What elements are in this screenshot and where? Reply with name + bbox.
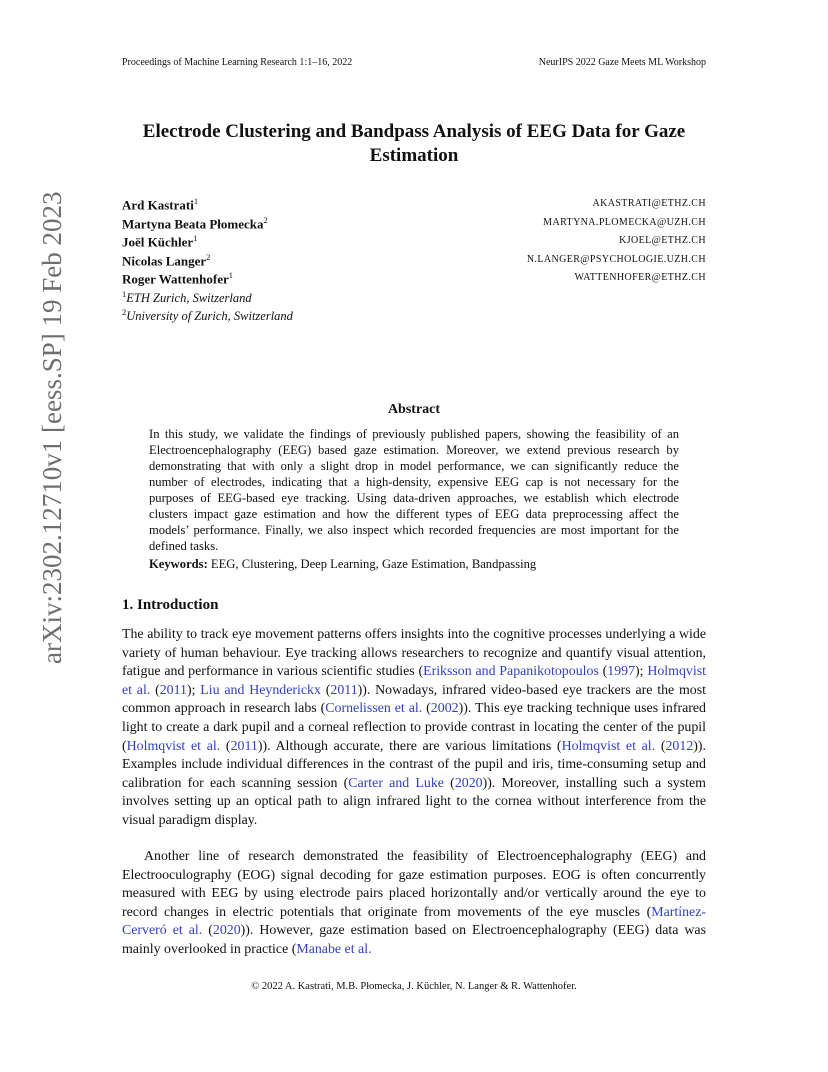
citation-link[interactable]: 2011 [230, 738, 258, 754]
body-text: ( [443, 775, 455, 791]
intro-paragraph-2 [122, 848, 706, 960]
body-text: ( [150, 682, 160, 698]
body-text: )). Moreover, installing such a system involves setting up an optical path to align infrared light to the cornea without interference from the visual paradigm display. [122, 775, 706, 828]
affiliation-marker: 1 [122, 288, 127, 299]
body-text: The ability to track eye movement patterns offers insights into the cognitive processes underlying a wide variety of human behaviour. Eye tracking allows researchers to recognize and quantify visual attention, fatigue and performance in various scientific studies ( [122, 627, 706, 680]
citation-link[interactable]: 2020 [212, 923, 241, 939]
affiliation-text: ETH Zurich, Switzerland [126, 290, 252, 305]
author-affiliation-marker: 1 [228, 270, 233, 280]
citation-link[interactable]: 2002 [430, 701, 459, 717]
author-name: Roger Wattenhofer$^1$ [122, 270, 233, 287]
running-header-left: Proceedings of Machine Learning Research 1:1–16, 2022 [122, 57, 353, 68]
abstract-text: In this study, we validate the findings of previously published papers, showing the feasibility of an Electroencephalography (EEG) based gaze estimation. Moreover, we extend previous research by demonstrating that with only a slight drop in model performance, we can significantly reduce the number of electrodes, indicating that a high-density, expensive EEG cap is not necessary for the purposes of EEG-based eye tracking. Using data-driven approaches, we establish which electrode clusters impact gaze estimation and how the different types of EEG data preprocessing affect the models’ performance. Finally, we also inspect which recorded frequencies are most important for the defined tasks. [149, 427, 679, 553]
citation-link[interactable]: Cornelissen et al. [325, 701, 423, 717]
citation-link[interactable]: Martínez-Cerveró et al. [122, 904, 706, 939]
arxiv-stamp [20, 191, 67, 664]
citation-link[interactable]: Manabe et al. [296, 941, 372, 957]
body-text: ( [655, 738, 666, 754]
author-email: N.LANGER@PSYCHOLOGIE.UZH.CH [526, 253, 706, 265]
affiliation-text: University of Zurich, Switzerland [126, 308, 293, 323]
citation-link[interactable]: 2012 [665, 738, 694, 754]
body-text: ); [187, 682, 201, 698]
affiliation [122, 289, 706, 307]
body-text: )). However, gaze estimation based on Electroencephalography (EEG) data was mainly overlooked in practice ( [122, 923, 706, 957]
intro-paragraph-1 [122, 626, 706, 831]
citation-link[interactable]: Holmqvist et al. [126, 738, 221, 754]
author-row [122, 215, 706, 234]
body-text: ( [320, 682, 331, 698]
body-text: )). This eye tracking technique uses infrared light to create a dark pupil and a corneal reflection to provide contrast in locating the center of the pupil ( [122, 701, 706, 754]
author-block [122, 196, 706, 325]
author-email: AKASTRATI@ETHZ.CH [592, 198, 706, 209]
citation-link[interactable]: 2020 [454, 775, 483, 791]
author-name: Ard Kastrati$^1$ [122, 196, 199, 213]
author-affiliation-marker: 1 [193, 233, 198, 243]
author-email: WATTENHOFER@ETHZ.CH [574, 272, 706, 283]
body-text: )). Examples include individual differences in the contrast of the pupil and iris, time-consuming setup and calibration for each scanning session ( [122, 738, 706, 791]
keywords-list: EEG, Clustering, Deep Learning, Gaze Estimation, Bandpassing [210, 557, 537, 571]
body-text: ( [202, 923, 213, 939]
author-row [122, 270, 706, 289]
citation-link[interactable]: Liu and Heynderickx [200, 682, 321, 698]
author-affiliation-marker: 2 [206, 251, 211, 262]
author-row [122, 233, 706, 252]
body-text: ( [598, 664, 608, 680]
author-name: Nicolas Langer$^2$ [122, 251, 211, 268]
copyright-footer: © 2022 A. Kastrati, M.B. Płomecka, J. Küchler, N. Langer & R. Wattenhofer. [251, 981, 577, 992]
citation-link[interactable]: Carter and Luke [348, 775, 444, 791]
body-text: )). Nowadays, infrared video-based eye trackers are the most common approach in research labs ( [122, 682, 707, 717]
body-text: ); [635, 664, 648, 680]
author-row [122, 196, 706, 215]
author-affiliation-marker: 1 [193, 196, 199, 206]
abstract-heading: Abstract [387, 402, 441, 417]
citation-link[interactable]: 2011 [159, 682, 187, 698]
keywords-line [149, 557, 679, 572]
author-row [122, 252, 706, 271]
citation-link[interactable]: Holmqvist et al. [122, 664, 706, 698]
citation-link[interactable]: 1997 [607, 664, 636, 680]
arxiv-stamp-text: arXiv:2302.12710v1 [eess.SP] 19 Feb 2023 [37, 191, 67, 664]
author-email: MARTYNA.PLOMECKA@UZH.CH [543, 216, 706, 228]
body-text: Another line of research demonstrated the feasibility of Electroencephalography (EEG) and Electrooculography (EOG) signal decoding for gaze estimation purposes. EOG is often concurrently measured with EEG by using electrode pairs placed horizontally and/or vertically around the eye to record changes in electric potentials that originate from movements of the eye muscles ( [122, 849, 706, 920]
citation-link[interactable]: Holmqvist et al. [561, 738, 656, 754]
body-text: ( [422, 701, 431, 717]
affiliation [122, 307, 706, 325]
author-affiliation-marker: 2 [263, 214, 268, 225]
body-text: )). Although accurate, there are various limitations ( [257, 738, 562, 754]
section-heading-introduction: 1. Introduction [122, 597, 219, 613]
author-name: Martyna Beata Płomecka$^2$ [122, 214, 268, 231]
body-text: ( [220, 738, 231, 754]
paper-title: Electrode Clustering and Bandpass Analysis of EEG Data for Gaze Estimation [142, 121, 686, 166]
author-email: KJOEL@ETHZ.CH [619, 235, 706, 246]
keywords-label: Keywords: [149, 557, 208, 571]
author-name: Joël Küchler$^1$ [122, 233, 198, 250]
citation-link[interactable]: Eriksson and Papanikotopoulos [423, 664, 599, 680]
citation-link[interactable]: 2011 [330, 682, 358, 698]
running-header-right: NeurIPS 2022 Gaze Meets ML Workshop [538, 57, 706, 68]
affiliation-marker: 2 [122, 306, 127, 317]
